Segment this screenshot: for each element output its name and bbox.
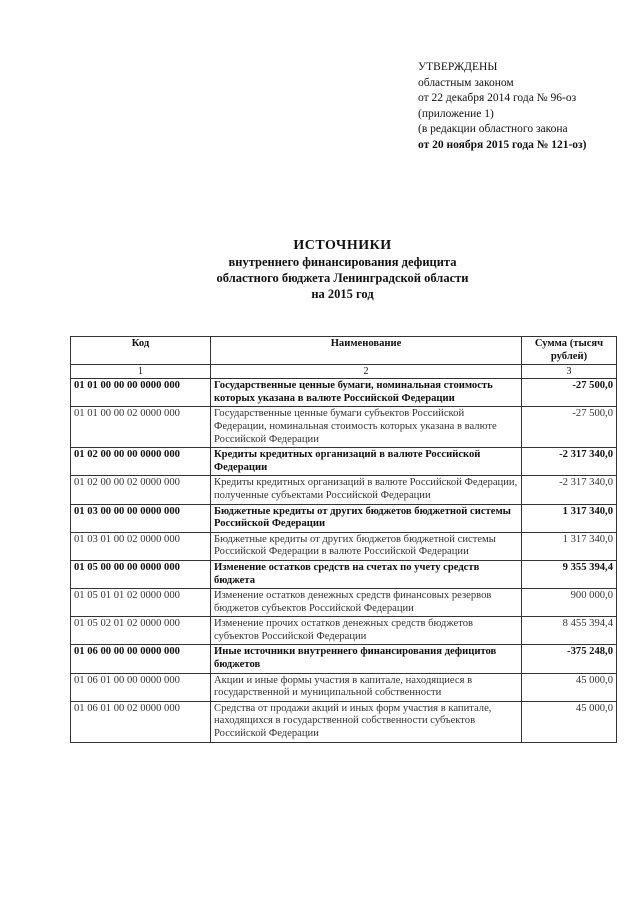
column-number: 1 xyxy=(71,365,211,379)
approval-line-3: от 22 декабря 2014 года № 96-оз xyxy=(418,92,577,105)
document-title xyxy=(140,238,545,302)
row-code: 01 06 00 00 00 0000 000 xyxy=(71,645,211,673)
approval-line-5: (в редакции областного закона xyxy=(418,123,568,136)
row-code: 01 01 00 00 02 0000 000 xyxy=(71,407,211,448)
approval-line-6: от 20 ноября 2015 года № 121-оз) xyxy=(418,138,587,151)
approval-line-4: (приложение 1) xyxy=(418,107,494,120)
column-number: 2 xyxy=(211,365,522,379)
table-row xyxy=(71,448,617,476)
table-row xyxy=(71,476,617,504)
table-row xyxy=(71,589,617,617)
row-code: 01 02 00 00 00 0000 000 xyxy=(71,448,211,476)
title-line-2: внутреннего финансирования дефицита xyxy=(228,255,457,269)
approval-line-2: областным законом xyxy=(418,76,514,89)
title-line-3: областного бюджета Ленинградской области xyxy=(216,271,469,285)
row-sum: 1 317 340,0 xyxy=(522,532,617,560)
row-sum: 1 317 340,0 xyxy=(522,504,617,532)
row-sum: 45 000,0 xyxy=(522,673,617,701)
title-main: ИСТОЧНИКИ xyxy=(293,238,392,253)
column-number-row xyxy=(71,365,617,379)
row-code: 01 05 01 01 02 0000 000 xyxy=(71,589,211,617)
column-number: 3 xyxy=(522,365,617,379)
approval-block xyxy=(418,60,587,154)
title-line-4: на 2015 год xyxy=(311,287,374,301)
row-sum: 9 355 394,4 xyxy=(522,560,617,588)
row-name: Бюджетные кредиты от других бюджетов бюджетной системы Российской Федерации в валюте Российской Федерации xyxy=(211,532,522,560)
row-sum: -375 248,0 xyxy=(522,645,617,673)
table-row xyxy=(71,379,617,407)
row-code: 01 02 00 00 02 0000 000 xyxy=(71,476,211,504)
row-sum: -2 317 340,0 xyxy=(522,448,617,476)
row-name: Изменение прочих остатков денежных средств бюджетов субъектов Российской Федерации xyxy=(211,617,522,645)
row-name: Средства от продажи акций и иных форм участия в капитале, находящихся в государственной собственности субъектов Российской Федерации xyxy=(211,701,522,742)
row-name: Изменение остатков денежных средств финансовых резервов бюджетов субъектов Российской Федерации xyxy=(211,589,522,617)
table-row xyxy=(71,673,617,701)
row-name: Бюджетные кредиты от других бюджетов бюджетной системы Российской Федерации xyxy=(211,504,522,532)
row-name: Государственные ценные бумаги субъектов Российской Федерации, номинальная стоимость которых указана в валюте Российской Федерации xyxy=(211,407,522,448)
sources-table xyxy=(70,336,617,743)
table-header-row xyxy=(71,337,617,365)
row-code: 01 05 02 01 02 0000 000 xyxy=(71,617,211,645)
row-sum: 900 000,0 xyxy=(522,589,617,617)
table-row xyxy=(71,645,617,673)
table-row xyxy=(71,407,617,448)
row-code: 01 03 01 00 02 0000 000 xyxy=(71,532,211,560)
table-row xyxy=(71,617,617,645)
row-sum: -27 500,0 xyxy=(522,379,617,407)
row-code: 01 01 00 00 00 0000 000 xyxy=(71,379,211,407)
row-name: Акции и иные формы участия в капитале, находящиеся в государственной и муниципальной собственности xyxy=(211,673,522,701)
header-sum: Сумма (тысяч рублей) xyxy=(522,337,617,365)
table-row xyxy=(71,701,617,742)
row-sum: -2 317 340,0 xyxy=(522,476,617,504)
approval-line-1: УТВЕРЖДЕНЫ xyxy=(418,61,498,73)
row-code: 01 05 00 00 00 0000 000 xyxy=(71,560,211,588)
row-code: 01 06 01 00 02 0000 000 xyxy=(71,701,211,742)
row-name: Иные источники внутреннего финансирования дефицитов бюджетов xyxy=(211,645,522,673)
row-code: 01 06 01 00 00 0000 000 xyxy=(71,673,211,701)
row-code: 01 03 00 00 00 0000 000 xyxy=(71,504,211,532)
row-sum: 8 455 394,4 xyxy=(522,617,617,645)
table-row xyxy=(71,532,617,560)
row-name: Государственные ценные бумаги, номинальная стоимость которых указана в валюте Российской Федерации xyxy=(211,379,522,407)
row-sum: -27 500,0 xyxy=(522,407,617,448)
header-name: Наименование xyxy=(211,337,522,365)
row-name: Кредиты кредитных организаций в валюте Российской Федерации xyxy=(211,448,522,476)
table-row xyxy=(71,504,617,532)
header-code: Код xyxy=(71,337,211,365)
row-sum: 45 000,0 xyxy=(522,701,617,742)
row-name: Кредиты кредитных организаций в валюте Российской Федерации, полученные субъектами Российской Федерации xyxy=(211,476,522,504)
table-row xyxy=(71,560,617,588)
row-name: Изменение остатков средств на счетах по учету средств бюджета xyxy=(211,560,522,588)
